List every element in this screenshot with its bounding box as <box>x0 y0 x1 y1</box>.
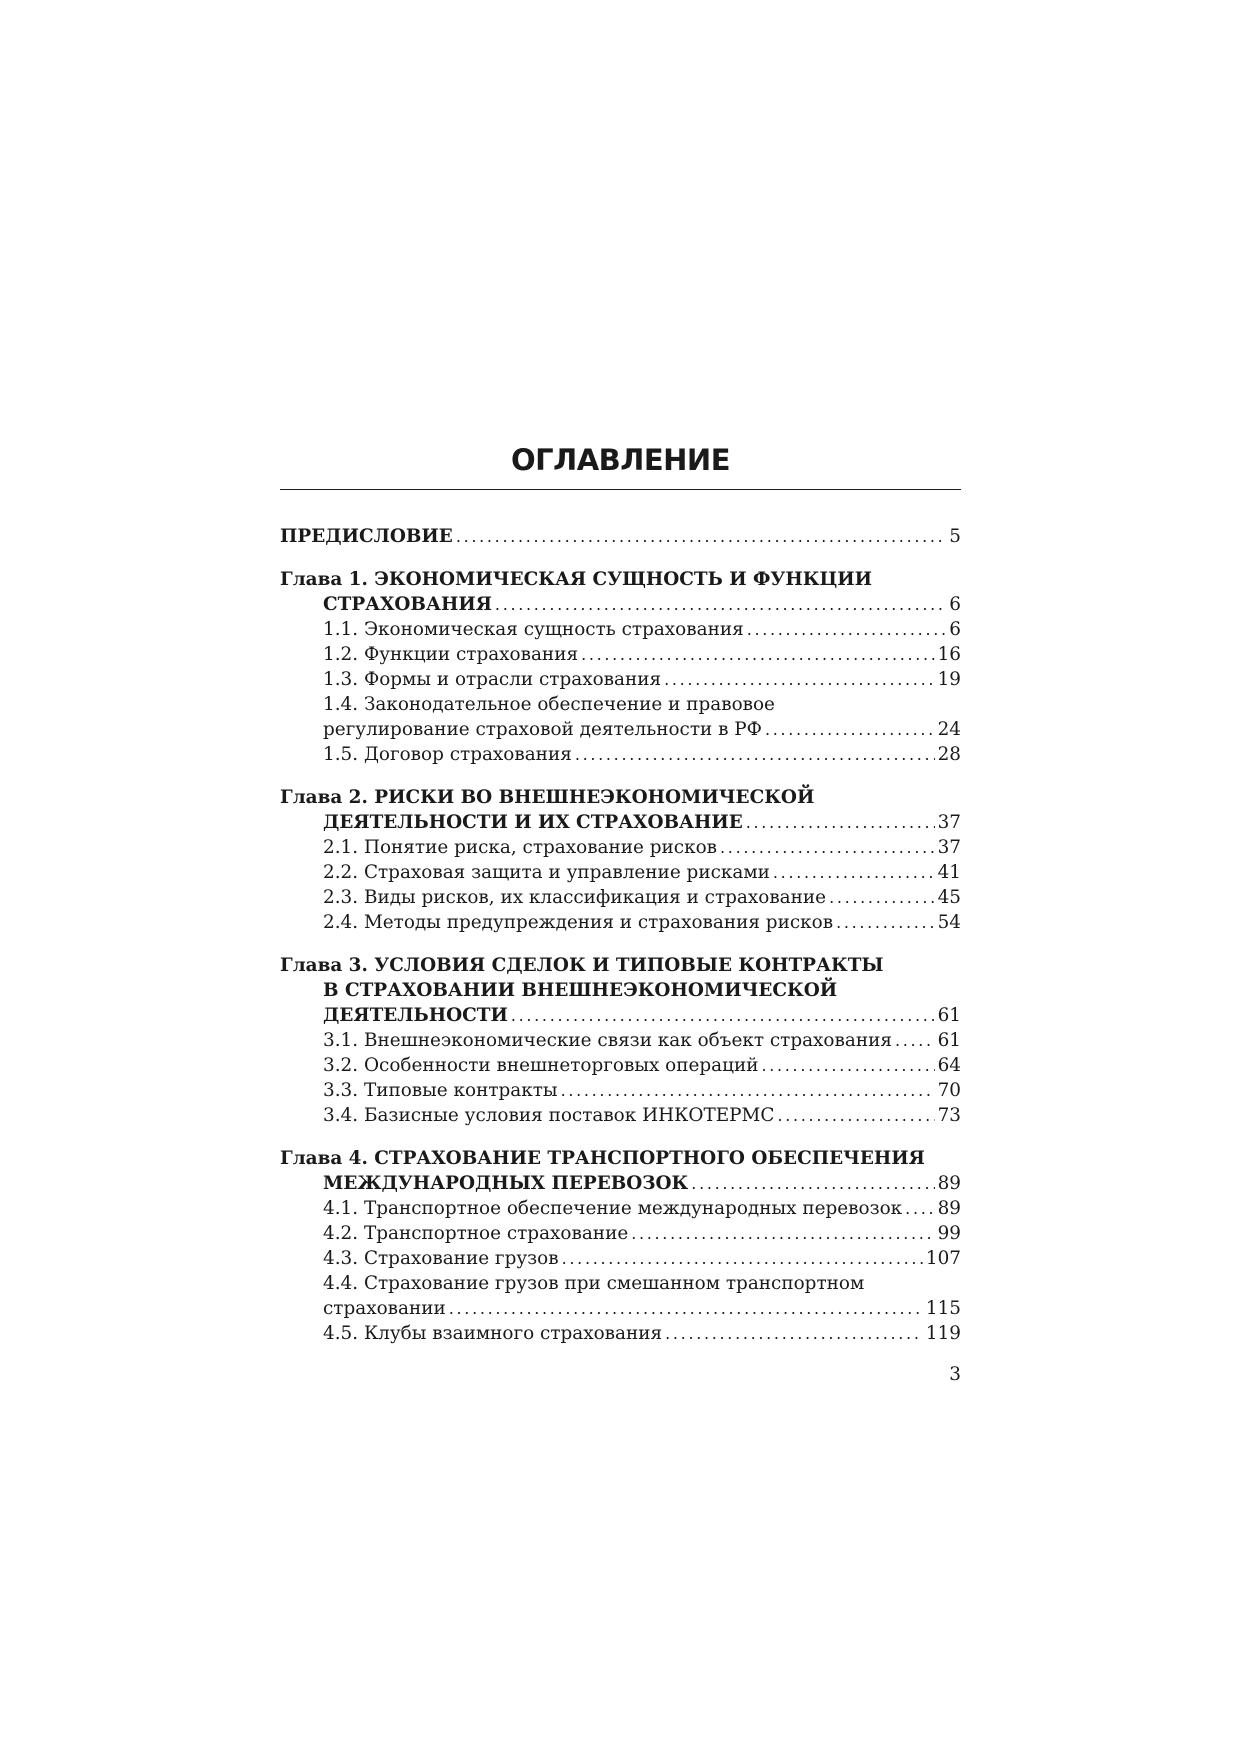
chapter-heading-continued[interactable]: В СТРАХОВАНИИ ВНЕШНЕЭКОНОМИЧЕСКОЙ <box>323 980 838 1001</box>
toc-entry[interactable] <box>280 885 961 910</box>
toc-entry-title: 2.4. Методы предупреждения и страхования рисков <box>323 912 834 933</box>
toc-entry-page: 61 <box>937 1005 961 1026</box>
toc-entry[interactable] <box>280 1321 961 1346</box>
toc-entry[interactable] <box>280 592 961 617</box>
toc-entry-title: 4.2. Транспортное страхование <box>323 1223 629 1244</box>
dot-leader <box>895 1028 935 1053</box>
toc-entry-page: 119 <box>925 1323 961 1344</box>
toc-entry-title: 4.1. Транспортное обеспечение международных перевозок <box>323 1198 903 1219</box>
toc-entry-title: 3.2. Особенности внешнеторговых операций <box>323 1055 759 1076</box>
toc-entry-title: ДЕЯТЕЛЬНОСТИ И ИХ СТРАХОВАНИЕ <box>323 812 743 833</box>
chapter-heading[interactable]: Глава 4. СТРАХОВАНИЕ ТРАНСПОРТНОГО ОБЕСПЕЧЕНИЯ <box>280 1148 925 1169</box>
dot-leader <box>773 860 935 885</box>
dot-leader <box>765 717 935 742</box>
dot-leader <box>561 1078 935 1103</box>
toc-entry-title: ПРЕДИСЛОВИЕ <box>280 526 453 547</box>
dot-leader <box>631 1221 934 1246</box>
toc-entry-title: 4.5. Клубы взаимного страхования <box>323 1323 663 1344</box>
chapter-heading[interactable]: Глава 2. РИСКИ ВО ВНЕШНЕЭКОНОМИЧЕСКОЙ <box>280 787 815 808</box>
toc-entry[interactable] <box>280 1003 961 1028</box>
toc-entry[interactable] <box>280 910 961 935</box>
toc-entry-page: 37 <box>937 837 961 858</box>
toc-entry-title: 1.1. Экономическая сущность страхования <box>323 619 744 640</box>
dot-leader <box>836 910 935 935</box>
toc-entry[interactable] <box>280 835 961 860</box>
toc-entry[interactable] <box>280 860 961 885</box>
toc-entry[interactable] <box>280 1296 961 1321</box>
toc-entry[interactable] <box>280 617 961 642</box>
toc-entry-title: 1.2. Функции страхования <box>323 644 579 665</box>
toc-entry-page: 54 <box>937 912 961 933</box>
toc-entry-title: регулирование страховой деятельности в РФ <box>323 719 762 740</box>
toc-entry-title: 2.2. Страховая защита и управление рисками <box>323 862 770 883</box>
dot-leader <box>691 1171 934 1196</box>
toc-entry[interactable] <box>280 1246 961 1271</box>
toc-entry-page: 70 <box>937 1080 961 1101</box>
toc-entry-page: 64 <box>937 1055 961 1076</box>
toc-entry-page: 107 <box>925 1248 961 1269</box>
toc-entry[interactable] <box>280 1053 961 1078</box>
dot-leader <box>456 524 946 549</box>
dot-leader <box>761 1053 934 1078</box>
page-number: 3 <box>949 1364 961 1385</box>
toc-entry[interactable] <box>280 1103 961 1128</box>
toc-chapter-1 <box>280 567 961 767</box>
toc-entry-page: 89 <box>937 1173 961 1194</box>
toc-entry-page: 6 <box>949 594 961 615</box>
dot-leader <box>829 885 935 910</box>
toc-entry-page: 99 <box>937 1223 961 1244</box>
toc-entry-page: 61 <box>937 1030 961 1051</box>
toc-entry-first-line[interactable]: 4.4. Страхование грузов при смешанном транспортном <box>323 1273 865 1294</box>
toc-entry[interactable] <box>280 1028 961 1053</box>
toc-entry-page: 28 <box>937 744 961 765</box>
toc-entry-page: 115 <box>925 1298 961 1319</box>
dot-leader <box>905 1196 934 1221</box>
title-divider <box>280 489 961 490</box>
dot-leader <box>747 617 947 642</box>
toc-entry-first-line[interactable]: 1.4. Законодательное обеспечение и правовое <box>323 694 775 715</box>
dot-leader <box>664 667 934 692</box>
toc-entry-page: 37 <box>937 812 961 833</box>
page-title: ОГЛАВЛЕНИЕ <box>510 443 730 477</box>
toc-entry[interactable] <box>280 1078 961 1103</box>
chapter-heading[interactable]: Глава 3. УСЛОВИЯ СДЕЛОК И ТИПОВЫЕ КОНТРАКТЫ <box>280 955 884 976</box>
dot-leader <box>575 742 935 767</box>
toc-entry-title: 4.3. Страхование грузов <box>323 1248 559 1269</box>
toc-entry[interactable] <box>280 642 961 667</box>
toc-preface <box>280 524 961 549</box>
dot-leader <box>746 810 935 835</box>
toc-entry-page: 16 <box>937 644 961 665</box>
toc-entry[interactable] <box>280 1196 961 1221</box>
toc-entry-page: 5 <box>949 526 961 547</box>
toc-chapter-2 <box>280 785 961 935</box>
toc-page <box>280 440 961 1364</box>
toc-entry-title: 2.1. Понятие риска, страхование рисков <box>323 837 718 858</box>
toc-entry-page: 73 <box>937 1105 961 1126</box>
dot-leader <box>720 835 935 860</box>
dot-leader <box>511 1003 935 1028</box>
toc-entry-title: 1.5. Договор страхования <box>323 744 572 765</box>
toc-entry-title: 1.3. Формы и отрасли страхования <box>323 669 662 690</box>
toc-entry-title: 3.4. Базисные условия поставок ИНКОТЕРМС <box>323 1105 775 1126</box>
toc-entry-title: 2.3. Виды рисков, их классификация и страхование <box>323 887 827 908</box>
chapter-heading[interactable]: Глава 1. ЭКОНОМИЧЕСКАЯ СУЩНОСТЬ И ФУНКЦИИ <box>280 569 872 590</box>
dot-leader <box>665 1321 923 1346</box>
toc-entry[interactable] <box>280 717 961 742</box>
toc-entry-title: ДЕЯТЕЛЬНОСТИ <box>323 1005 508 1026</box>
dot-leader <box>449 1296 923 1321</box>
dot-leader <box>495 592 946 617</box>
dot-leader <box>777 1103 934 1128</box>
toc-entry-title: СТРАХОВАНИЯ <box>323 594 492 615</box>
toc-entry-title: 3.3. Типовые контракты <box>323 1080 558 1101</box>
toc-entry[interactable] <box>280 810 961 835</box>
toc-chapter-4 <box>280 1146 961 1346</box>
toc-entry-title: МЕЖДУНАРОДНЫХ ПЕРЕВОЗОК <box>323 1173 689 1194</box>
toc-entry-title: страховании <box>323 1298 446 1319</box>
toc-entry[interactable] <box>280 742 961 767</box>
table-of-contents <box>280 524 961 1346</box>
toc-entry-page: 6 <box>949 619 961 640</box>
toc-entry[interactable] <box>280 667 961 692</box>
toc-entry-page: 45 <box>937 887 961 908</box>
toc-entry[interactable] <box>280 524 961 549</box>
dot-leader <box>581 642 935 667</box>
dot-leader <box>562 1246 923 1271</box>
toc-entry-page: 24 <box>937 719 961 740</box>
toc-entry[interactable] <box>280 1171 961 1196</box>
toc-entry-page: 41 <box>937 862 961 883</box>
toc-entry-title: 3.1. Внешнеэкономические связи как объект страхования <box>323 1030 892 1051</box>
toc-entry[interactable] <box>280 1221 961 1246</box>
toc-entry-page: 89 <box>937 1198 961 1219</box>
toc-chapter-3 <box>280 953 961 1128</box>
toc-entry-page: 19 <box>937 669 961 690</box>
